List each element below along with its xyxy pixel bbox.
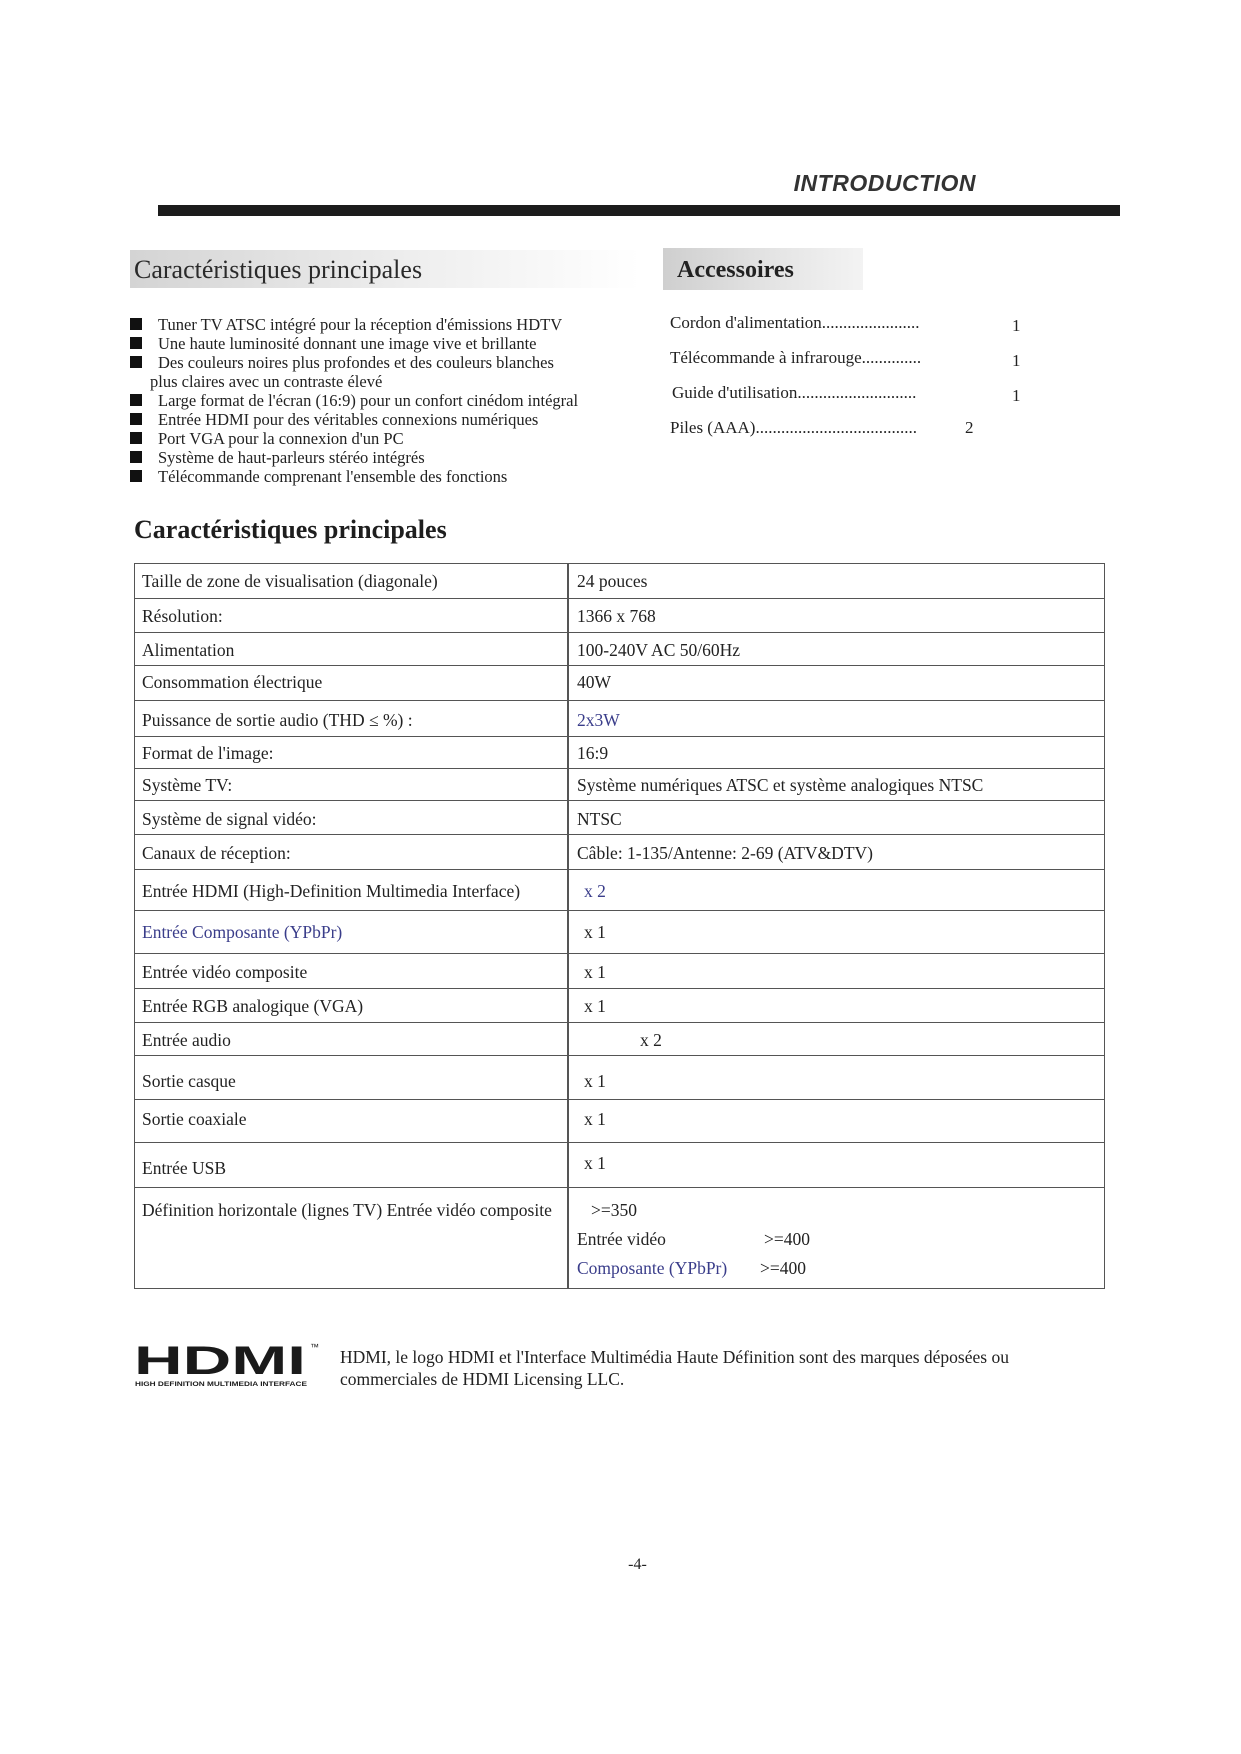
spec-label: Taille de zone de visualisation (diagonale) <box>142 571 438 591</box>
definition-value-composite: >=350 <box>591 1200 637 1220</box>
specs-table <box>134 563 1105 1289</box>
spec-label: Système de signal vidéo: <box>142 809 317 829</box>
hdmi-trademark-notice: HDMI, le logo HDMI et l'Interface Multimédia Haute Définition sont des marques déposées ou commerciales de HDMI Licensing LLC. <box>340 1347 1009 1389</box>
spec-label: Entrée vidéo composite <box>142 962 308 982</box>
table-row <box>135 737 1104 769</box>
accessory-label: Cordon d'alimentation....................... <box>670 313 920 332</box>
feature-item: Des couleurs noires plus profondes et des couleurs blanches <box>130 353 650 372</box>
table-row <box>135 701 1104 737</box>
feature-item: Port VGA pour la connexion d'un PC <box>130 429 650 448</box>
feature-item: Tuner TV ATSC intégré pour la réception d'émissions HDTV <box>130 315 650 334</box>
spec-label: Alimentation <box>142 640 235 660</box>
spec-value: x 1 <box>584 962 606 982</box>
spec-value: x 1 <box>584 1071 606 1091</box>
spec-label: Entrée audio <box>142 1030 231 1050</box>
spec-label: Sortie casque <box>142 1071 236 1091</box>
features-title: Caractéristiques principales <box>134 255 423 284</box>
spec-label: Puissance de sortie audio (THD ≤ %) : <box>142 710 413 730</box>
hdmi-logo-subtitle: HIGH DEFINITION MULTIMEDIA INTERFACE <box>135 1382 307 1388</box>
table-row <box>135 633 1104 666</box>
feature-item: Large format de l'écran (16:9) pour un confort cinédom intégral <box>130 391 650 410</box>
accessory-label: Piles (AAA)...................................... <box>670 418 917 437</box>
spec-label: Entrée Composante (YPbPr) <box>142 922 343 942</box>
table-row <box>135 666 1104 701</box>
spec-value: NTSC <box>577 809 622 829</box>
accessories-title: Accessoires <box>677 257 794 283</box>
bullet-icon <box>130 413 142 425</box>
spec-label: Résolution: <box>142 606 223 626</box>
spec-value: 24 pouces <box>577 571 648 591</box>
header-title: INTRODUCTION <box>793 170 976 196</box>
definition-sublabel-video: Entrée vidéo <box>577 1229 666 1249</box>
spec-label: Canaux de réception: <box>142 843 291 863</box>
bullet-icon <box>130 394 142 406</box>
spec-label: Sortie coaxiale <box>142 1109 247 1129</box>
table-row <box>135 769 1104 801</box>
spec-value: x 2 <box>640 1030 662 1050</box>
spec-value: 2x3W <box>577 710 620 730</box>
bullet-icon <box>130 356 142 368</box>
table-row <box>135 599 1104 633</box>
bullet-icon <box>130 337 142 349</box>
bullet-icon <box>130 470 142 482</box>
accessory-qty: 2 <box>965 418 974 437</box>
spec-value: 100-240V AC 50/60Hz <box>577 640 741 660</box>
table-row-definition <box>135 1188 1104 1288</box>
table-row <box>135 1100 1104 1143</box>
table-row <box>135 1143 1104 1188</box>
spec-label: Entrée USB <box>142 1158 227 1178</box>
table-row <box>135 1056 1104 1100</box>
table-row <box>135 835 1104 870</box>
header-rule <box>158 205 1120 216</box>
bullet-icon <box>130 432 142 444</box>
feature-item: Télécommande comprenant l'ensemble des fonctions <box>130 467 650 486</box>
features-list <box>130 315 650 486</box>
accessory-qty: 1 <box>1012 386 1021 405</box>
spec-label: Système TV: <box>142 775 233 795</box>
table-row <box>135 1023 1104 1056</box>
definition-label: Définition horizontale (lignes TV) Entrée vidéo composite <box>142 1200 552 1220</box>
spec-label: Consommation électrique <box>142 672 323 692</box>
spec-value: x 2 <box>584 881 606 901</box>
spec-label: Format de l'image: <box>142 743 274 763</box>
page-number: -4- <box>628 1556 647 1573</box>
hdmi-logo <box>134 1340 324 1390</box>
spec-value: 40W <box>577 672 612 692</box>
feature-item: Une haute luminosité donnant une image vive et brillante <box>130 334 650 353</box>
table-row <box>135 564 1104 599</box>
accessory-label: Guide d'utilisation............................ <box>672 383 917 402</box>
table-row <box>135 954 1104 989</box>
bullet-icon <box>130 318 142 330</box>
table-row <box>135 801 1104 835</box>
table-row <box>135 989 1104 1023</box>
spec-value: 1366 x 768 <box>577 606 656 626</box>
table-row <box>135 911 1104 954</box>
spec-label: Entrée RGB analogique (VGA) <box>142 996 364 1016</box>
definition-sublabel-component: Composante (YPbPr) <box>577 1258 728 1278</box>
spec-value: x 1 <box>584 1153 606 1173</box>
spec-value: x 1 <box>584 1109 606 1129</box>
feature-item: Système de haut-parleurs stéréo intégrés <box>130 448 650 467</box>
definition-value-component: >=400 <box>760 1258 806 1278</box>
table-row <box>135 870 1104 911</box>
feature-item: Entrée HDMI pour des véritables connexions numériques <box>130 410 650 429</box>
spec-label: Entrée HDMI (High-Definition Multimedia Interface) <box>142 881 521 901</box>
accessory-qty: 1 <box>1012 351 1021 370</box>
feature-item-continuation: plus claires avec un contraste élevé <box>150 372 383 391</box>
spec-value: Câble: 1-135/Antenne: 2-69 (ATV&DTV) <box>577 843 873 863</box>
spec-value: x 1 <box>584 996 606 1016</box>
specs-title: Caractéristiques principales <box>134 515 447 544</box>
definition-value-video: >=400 <box>764 1229 810 1249</box>
spec-value: 16:9 <box>577 743 609 763</box>
hdmi-logo-tm: ™ <box>310 1342 319 1352</box>
accessory-label: Télécommande à infrarouge.............. <box>670 348 922 367</box>
hdmi-logo-wordmark: HDMI <box>134 1340 306 1383</box>
bullet-icon <box>130 451 142 463</box>
spec-value: x 1 <box>584 922 606 942</box>
spec-value: Système numériques ATSC et système analogiques NTSC <box>577 775 984 795</box>
accessory-qty: 1 <box>1012 316 1021 335</box>
